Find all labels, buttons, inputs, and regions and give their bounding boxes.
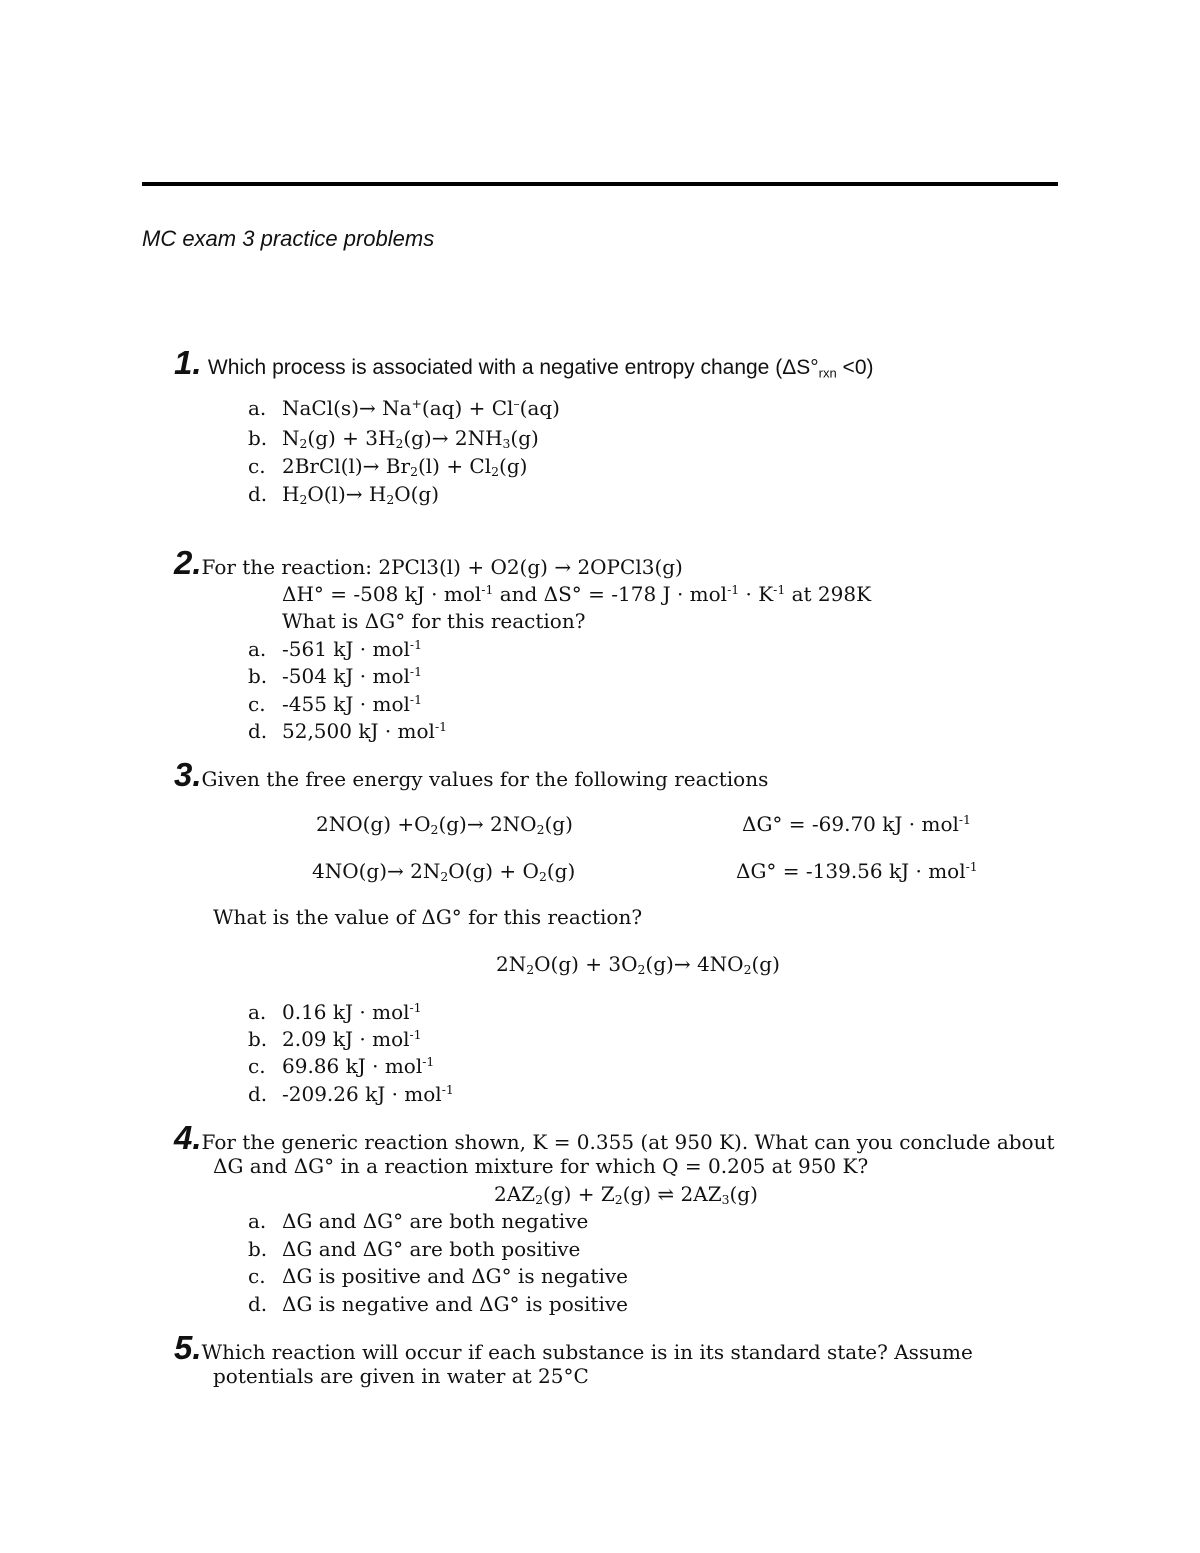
question-number: 3. xyxy=(174,756,202,793)
option-2c: c. -455 kJ · mol$^{-1}$ xyxy=(248,692,422,716)
question-stem: Which reaction will occur if each substance is in its standard state? Assume xyxy=(201,1340,973,1364)
reaction-1-delta-g: ΔG° = -69.70 kJ · mol$^{-1}$ xyxy=(742,812,971,836)
question-number: 4. xyxy=(174,1119,202,1156)
option-2b: b. -504 kJ · mol$^{-1}$ xyxy=(248,664,422,688)
question-stem: Given the free energy values for the following reactions xyxy=(201,767,769,791)
question-stem: For the reaction: 2PCl3(l) + O2(g) → 2OPCl3(g) xyxy=(201,555,683,579)
page-title: MC exam 3 practice problems xyxy=(142,226,435,251)
option-3d: d. -209.26 kJ · mol$^{-1}$ xyxy=(248,1082,454,1106)
option-3b: b. 2.09 kJ · mol$^{-1}$ xyxy=(248,1027,422,1051)
option-4b: b. ΔG and ΔG° are both positive xyxy=(248,1237,581,1261)
option-3a: a. 0.16 kJ · mol$^{-1}$ xyxy=(248,1000,422,1024)
target-reaction: $2N_2O(g) + 3O_2(g)\to 4NO_2(g)$ xyxy=(496,952,780,978)
option-1d: d. $H_2O(l)\to H_2O(g)$ xyxy=(248,482,440,508)
option-2d: d. 52,500 kJ · mol$^{-1}$ xyxy=(248,719,448,743)
question-5 xyxy=(174,1331,973,1364)
option-4d: d. ΔG is negative and ΔG° is positive xyxy=(248,1292,628,1316)
option-1c: c. 2BrCl(l)→ $Br_2(l) + Cl_2(g)$ xyxy=(248,454,528,480)
header-rule xyxy=(142,182,1058,186)
reaction-2: $4NO(g)\to 2N_2O(g) + O_2(g)$ xyxy=(312,859,576,885)
option-1b: b. $N_2(g) + 3H_2(g)\to 2NH_3(g)$ xyxy=(248,426,539,452)
question-stem: For the generic reaction shown, K = 0.355 (at 950 K). What can you conclude about xyxy=(201,1130,1055,1154)
question-stem: Which process is associated with a negative entropy change $(\Delta S^\circ_{rxn} <0)$ xyxy=(207,356,874,381)
question-number: 2. xyxy=(174,544,202,581)
question-number: 5. xyxy=(174,1329,202,1366)
option-4c: c. ΔG is positive and ΔG° is negative xyxy=(248,1264,628,1288)
reaction-2-delta-g: ΔG° = -139.56 kJ · mol$^{-1}$ xyxy=(736,859,978,883)
reaction-1: $2NO(g) +O_2(g)\to 2NO_2(g)$ xyxy=(316,812,573,838)
question-2-given: ΔH° = -508 kJ · mol$^{-1}$ and ΔS° = -178 $J \cdot mol^{-1} \cdot K^{-1}$ at 298K xyxy=(282,582,872,606)
option-2a: a. -561 kJ · mol$^{-1}$ xyxy=(248,637,422,661)
question-1 xyxy=(174,346,874,379)
question-number: 1. xyxy=(174,344,202,381)
question-3-prompt: What is the value of ΔG° for this reaction? xyxy=(213,905,643,929)
question-4-stem-cont: ΔG and ΔG° in a reaction mixture for which Q = 0.205 at 950 K? xyxy=(213,1154,869,1178)
option-4a: a. ΔG and ΔG° are both negative xyxy=(248,1209,589,1233)
question-3 xyxy=(174,758,768,791)
question-2-prompt: What is ΔG° for this reaction? xyxy=(282,609,586,633)
question-5-stem-cont: potentials are given in water at 25°C xyxy=(213,1364,589,1388)
option-1a: a. NaCl(s)→ Na+(aq) + Cl–(aq) xyxy=(248,396,560,420)
question-2 xyxy=(174,546,683,579)
option-3c: c. 69.86 kJ · mol$^{-1}$ xyxy=(248,1054,435,1078)
question-4 xyxy=(174,1121,1055,1154)
question-4-reaction: $2AZ_2(g) + Z_2(g)$ ⇌ $2AZ_3(g)$ xyxy=(494,1182,758,1208)
